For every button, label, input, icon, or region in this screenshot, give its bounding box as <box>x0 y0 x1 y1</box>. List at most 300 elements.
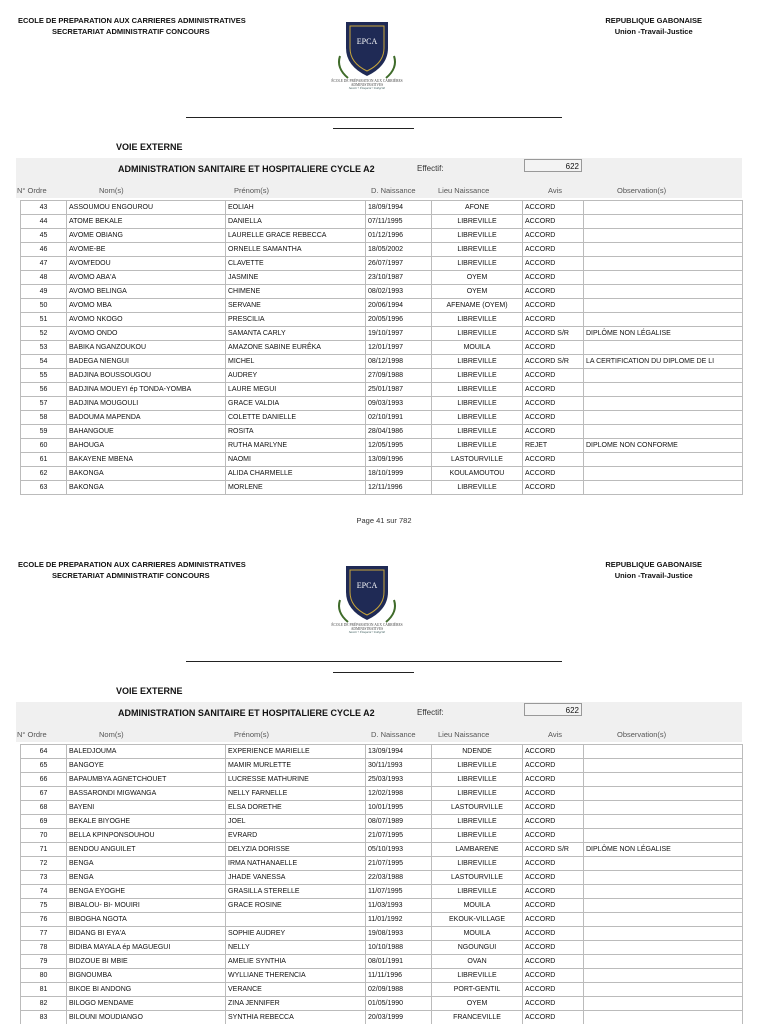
cell-nom: BIDZOUE BI MBIE <box>67 955 226 969</box>
cell-avis: ACCORD <box>523 341 584 355</box>
cell-avis: REJET <box>523 439 584 453</box>
cell-observation <box>584 285 743 299</box>
cell-prenom: LAURELLE GRACE REBECCA <box>226 229 366 243</box>
cell-avis: ACCORD <box>523 285 584 299</box>
cell-naissance: 08/07/1989 <box>366 815 432 829</box>
cell-nom: BEKALE BIYOGHE <box>67 815 226 829</box>
cell-ordre: 74 <box>21 885 67 899</box>
cell-naissance: 11/07/1995 <box>366 885 432 899</box>
table-row <box>21 857 743 871</box>
cell-nom: AVOME OBIANG <box>67 229 226 243</box>
cell-lieu: LIBREVILLE <box>432 829 523 843</box>
cell-ordre: 58 <box>21 411 67 425</box>
cell-avis: ACCORD <box>523 983 584 997</box>
divider <box>186 117 562 118</box>
cell-naissance: 30/11/1993 <box>366 759 432 773</box>
cell-avis: ACCORD <box>523 257 584 271</box>
document-page-2 <box>0 544 768 1024</box>
cell-observation <box>584 983 743 997</box>
cell-naissance: 10/10/1988 <box>366 941 432 955</box>
cell-ordre: 70 <box>21 829 67 843</box>
logo-caption: ÉCOLE DE PRÉPARATION AUX CARRIÈRES ADMINISTRATIVES <box>331 79 403 87</box>
cell-nom: BALEDJOUMA <box>67 745 226 759</box>
school-name: ECOLE DE PREPARATION AUX CARRIERES ADMINISTRATIVES <box>18 560 246 569</box>
admin-title: ADMINISTRATION SANITAIRE ET HOSPITALIERE CYCLE A2 <box>118 164 375 174</box>
col-header-avis: Avis <box>548 730 563 739</box>
cell-prenom: GRACE VALDIA <box>226 397 366 411</box>
cell-nom: BADJINA BOUSSOUGOU <box>67 369 226 383</box>
cell-ordre: 62 <box>21 467 67 481</box>
cell-nom: BAHANGOUE <box>67 425 226 439</box>
table-row <box>21 453 743 467</box>
table-row <box>21 773 743 787</box>
cell-naissance: 20/05/1996 <box>366 313 432 327</box>
cell-ordre: 81 <box>21 983 67 997</box>
cell-avis: ACCORD <box>523 369 584 383</box>
cell-observation <box>584 229 743 243</box>
cell-nom: BIDIBA MAYALA ép MAGUEGUI <box>67 941 226 955</box>
cell-observation <box>584 787 743 801</box>
cell-lieu: NDENDE <box>432 745 523 759</box>
cell-ordre: 47 <box>21 257 67 271</box>
table-row <box>21 927 743 941</box>
cell-naissance: 26/07/1997 <box>366 257 432 271</box>
cell-prenom: ZINA JENNIFER <box>226 997 366 1011</box>
cell-prenom: CHIMENE <box>226 285 366 299</box>
cell-avis: ACCORD <box>523 787 584 801</box>
cell-ordre: 71 <box>21 843 67 857</box>
cell-ordre: 78 <box>21 941 67 955</box>
cell-lieu: LIBREVILLE <box>432 313 523 327</box>
cell-nom: BIGNOUMBA <box>67 969 226 983</box>
cell-prenom: ELSA DORETHE <box>226 801 366 815</box>
epca-logo <box>322 20 412 110</box>
col-header-observation: Observation(s) <box>617 186 667 195</box>
cell-prenom: IRMA NATHANAELLE <box>226 857 366 871</box>
cell-lieu: OVAN <box>432 955 523 969</box>
table-row <box>21 997 743 1011</box>
cell-prenom: ORNELLE SAMANTHA <box>226 243 366 257</box>
cell-ordre: 67 <box>21 787 67 801</box>
cell-avis: ACCORD <box>523 955 584 969</box>
cell-lieu: AFENAME (OYEM) <box>432 299 523 313</box>
cell-naissance: 12/02/1998 <box>366 787 432 801</box>
republic-header <box>605 16 702 37</box>
col-header-naissance: D. Naissance <box>371 730 416 739</box>
cell-lieu: LIBREVILLE <box>432 215 523 229</box>
cell-observation: LA CERTIFICATION DU DIPLOME DE LI <box>584 355 743 369</box>
cell-nom: BENGA EYOGHE <box>67 885 226 899</box>
logo-text: EPCA <box>356 581 378 590</box>
cell-prenom: SYNTHIA REBECCA <box>226 1011 366 1024</box>
cell-nom: BAKAYENE MBENA <box>67 453 226 467</box>
cell-naissance: 25/03/1993 <box>366 773 432 787</box>
cell-lieu: LIBREVILLE <box>432 885 523 899</box>
cell-prenom: GRACE ROSINE <box>226 899 366 913</box>
cell-naissance: 21/07/1995 <box>366 829 432 843</box>
cell-avis: ACCORD <box>523 453 584 467</box>
cell-avis: ACCORD <box>523 229 584 243</box>
cell-ordre: 49 <box>21 285 67 299</box>
cell-nom: BADJINA MOUEYI ép TONDA-YOMBA <box>67 383 226 397</box>
cell-naissance: 12/05/1995 <box>366 439 432 453</box>
table-row <box>21 481 743 495</box>
cell-nom: AVOMO MBA <box>67 299 226 313</box>
col-header-ordre: N° Ordre <box>17 186 47 195</box>
cell-observation <box>584 829 743 843</box>
cell-ordre: 82 <box>21 997 67 1011</box>
cell-nom: BAHOUGA <box>67 439 226 453</box>
cell-lieu: PORT-GENTIL <box>432 983 523 997</box>
table-row <box>21 759 743 773</box>
cell-avis: ACCORD <box>523 941 584 955</box>
page-number: Page 41 sur 782 <box>356 516 412 525</box>
table-row <box>21 215 743 229</box>
cell-prenom: PRESCILIA <box>226 313 366 327</box>
cell-ordre: 75 <box>21 899 67 913</box>
cell-observation <box>584 467 743 481</box>
logo-caption: ÉCOLE DE PRÉPARATION AUX CARRIÈRES ADMINISTRATIVES <box>331 623 403 631</box>
cell-ordre: 69 <box>21 815 67 829</box>
cell-lieu: MOUILA <box>432 899 523 913</box>
cell-lieu: LIBREVILLE <box>432 397 523 411</box>
cell-lieu: LIBREVILLE <box>432 857 523 871</box>
cell-observation <box>584 257 743 271</box>
col-header-lieu: Lieu Naissance <box>438 730 490 739</box>
cell-lieu: LIBREVILLE <box>432 327 523 341</box>
cell-lieu: LIBREVILLE <box>432 411 523 425</box>
cell-observation <box>584 871 743 885</box>
table-row <box>21 843 743 857</box>
cell-observation <box>584 313 743 327</box>
cell-avis: ACCORD <box>523 773 584 787</box>
table-row <box>21 801 743 815</box>
cell-lieu: MOUILA <box>432 927 523 941</box>
cell-naissance: 01/12/1996 <box>366 229 432 243</box>
cell-observation <box>584 745 743 759</box>
table-row <box>21 355 743 369</box>
cell-avis: ACCORD <box>523 857 584 871</box>
divider <box>333 128 414 129</box>
cell-observation <box>584 383 743 397</box>
cell-avis: ACCORD <box>523 425 584 439</box>
cell-observation <box>584 927 743 941</box>
cell-nom: BENDOU ANGUILET <box>67 843 226 857</box>
cell-avis: ACCORD S/R <box>523 327 584 341</box>
cell-lieu: LIBREVILLE <box>432 257 523 271</box>
table-row <box>21 201 743 215</box>
cell-ordre: 79 <box>21 955 67 969</box>
table-row <box>21 969 743 983</box>
cell-lieu: LIBREVILLE <box>432 439 523 453</box>
cell-observation <box>584 341 743 355</box>
cell-nom: BIBOGHA NGOTA <box>67 913 226 927</box>
table-row <box>21 299 743 313</box>
cell-prenom <box>226 913 366 927</box>
cell-naissance: 18/09/1994 <box>366 201 432 215</box>
cell-observation <box>584 997 743 1011</box>
cell-observation <box>584 369 743 383</box>
cell-prenom: RUTHA MARLYNE <box>226 439 366 453</box>
cell-avis: ACCORD <box>523 411 584 425</box>
cell-nom: ASSOUMOU ENGOUROU <box>67 201 226 215</box>
cell-lieu: LIBREVILLE <box>432 759 523 773</box>
table-row <box>21 327 743 341</box>
cell-naissance: 12/11/1996 <box>366 481 432 495</box>
table-row <box>21 787 743 801</box>
admin-title: ADMINISTRATION SANITAIRE ET HOSPITALIERE CYCLE A2 <box>118 708 375 718</box>
table-row <box>21 313 743 327</box>
cell-observation <box>584 773 743 787</box>
cell-nom: ATOME BEKALE <box>67 215 226 229</box>
cell-lieu: LIBREVILLE <box>432 787 523 801</box>
cell-avis: ACCORD <box>523 215 584 229</box>
voie-label: VOIE EXTERNE <box>116 686 183 696</box>
col-header-avis: Avis <box>548 186 563 195</box>
cell-observation: DIPLOME NON CONFORME <box>584 439 743 453</box>
cell-ordre: 54 <box>21 355 67 369</box>
cell-lieu: LIBREVILLE <box>432 425 523 439</box>
cell-avis: ACCORD <box>523 397 584 411</box>
cell-ordre: 45 <box>21 229 67 243</box>
table-row <box>21 383 743 397</box>
logo-motto: Savoir • Éloquent • Intégrité <box>348 86 386 90</box>
cell-prenom: JOEL <box>226 815 366 829</box>
cell-ordre: 65 <box>21 759 67 773</box>
cell-observation: DIPLÔME NON LÉGALISE <box>584 843 743 857</box>
table-row <box>21 745 743 759</box>
cell-prenom: MAMIR MURLETTE <box>226 759 366 773</box>
cell-observation <box>584 913 743 927</box>
cell-prenom: EVRARD <box>226 829 366 843</box>
republic-motto: Union -Travail-Justice <box>614 26 693 36</box>
table-row <box>21 229 743 243</box>
cell-observation <box>584 481 743 495</box>
table-row <box>21 285 743 299</box>
cell-nom: BAPAUMBYA AGNETCHOUET <box>67 773 226 787</box>
col-header-naissance: D. Naissance <box>371 186 416 195</box>
table-row <box>21 397 743 411</box>
cell-observation <box>584 425 743 439</box>
table-row <box>21 341 743 355</box>
cell-lieu: LIBREVILLE <box>432 969 523 983</box>
cell-naissance: 10/01/1995 <box>366 801 432 815</box>
cell-prenom: VERANCE <box>226 983 366 997</box>
divider <box>186 661 562 662</box>
school-header <box>18 16 246 37</box>
epca-logo <box>322 564 412 654</box>
cell-nom: BAKONGA <box>67 467 226 481</box>
cell-ordre: 46 <box>21 243 67 257</box>
cell-ordre: 61 <box>21 453 67 467</box>
candidates-table <box>20 744 743 1024</box>
cell-lieu: OYEM <box>432 285 523 299</box>
cell-ordre: 77 <box>21 927 67 941</box>
divider <box>333 672 414 673</box>
cell-nom: AVOMO ABA'A <box>67 271 226 285</box>
cell-nom: BADEGA NIENGUI <box>67 355 226 369</box>
cell-nom: BIBALOU- BI- MOUIRI <box>67 899 226 913</box>
cell-nom: AVOMO BELINGA <box>67 285 226 299</box>
cell-prenom: ROSITA <box>226 425 366 439</box>
table-row <box>21 913 743 927</box>
cell-avis: ACCORD <box>523 383 584 397</box>
cell-lieu: LIBREVILLE <box>432 481 523 495</box>
cell-ordre: 72 <box>21 857 67 871</box>
cell-naissance: 09/03/1993 <box>366 397 432 411</box>
cell-prenom: ALIDA CHARMELLE <box>226 467 366 481</box>
cell-naissance: 28/04/1986 <box>366 425 432 439</box>
cell-observation: DIPLÔME NON LÉGALISE <box>584 327 743 341</box>
cell-lieu: NGOUNGUI <box>432 941 523 955</box>
cell-prenom: AUDREY <box>226 369 366 383</box>
cell-lieu: LASTOURVILLE <box>432 801 523 815</box>
logo-motto: Savoir • Éloquent • Intégrité <box>348 630 386 634</box>
cell-avis: ACCORD <box>523 997 584 1011</box>
cell-avis: ACCORD <box>523 815 584 829</box>
cell-avis: ACCORD S/R <box>523 843 584 857</box>
cell-nom: BENGA <box>67 857 226 871</box>
cell-naissance: 08/02/1993 <box>366 285 432 299</box>
table-row <box>21 983 743 997</box>
cell-naissance: 13/09/1996 <box>366 453 432 467</box>
cell-avis: ACCORD <box>523 969 584 983</box>
table-row <box>21 871 743 885</box>
cell-lieu: LIBREVILLE <box>432 355 523 369</box>
cell-nom: AVOM'EDOU <box>67 257 226 271</box>
cell-prenom: COLETTE DANIELLE <box>226 411 366 425</box>
cell-avis: ACCORD <box>523 801 584 815</box>
cell-naissance: 18/05/2002 <box>366 243 432 257</box>
cell-nom: AVOMO ONDO <box>67 327 226 341</box>
table-row <box>21 899 743 913</box>
cell-naissance: 11/11/1996 <box>366 969 432 983</box>
cell-observation <box>584 411 743 425</box>
table-row <box>21 955 743 969</box>
cell-observation <box>584 815 743 829</box>
col-header-lieu: Lieu Naissance <box>438 186 490 195</box>
table-row <box>21 941 743 955</box>
cell-lieu: LIBREVILLE <box>432 229 523 243</box>
cell-prenom: SOPHIE AUDREY <box>226 927 366 941</box>
cell-observation <box>584 243 743 257</box>
cell-nom: BABIKA NGANZOUKOU <box>67 341 226 355</box>
cell-lieu: MOUILA <box>432 341 523 355</box>
cell-naissance: 05/10/1993 <box>366 843 432 857</box>
cell-prenom: DELYZIA DORISSE <box>226 843 366 857</box>
cell-nom: BIKOE BI ANDONG <box>67 983 226 997</box>
cell-lieu: LAMBARENE <box>432 843 523 857</box>
cell-naissance: 11/03/1993 <box>366 899 432 913</box>
cell-observation <box>584 759 743 773</box>
table-row <box>21 411 743 425</box>
cell-naissance: 18/10/1999 <box>366 467 432 481</box>
cell-ordre: 55 <box>21 369 67 383</box>
cell-prenom: LAURE MEGUI <box>226 383 366 397</box>
cell-ordre: 64 <box>21 745 67 759</box>
table-row <box>21 467 743 481</box>
cell-avis: ACCORD <box>523 745 584 759</box>
cell-prenom: AMAZONE SABINE EURÊKA <box>226 341 366 355</box>
cell-nom: AVOMO NKOGO <box>67 313 226 327</box>
table-row <box>21 829 743 843</box>
cell-ordre: 63 <box>21 481 67 495</box>
cell-nom: BANGOYE <box>67 759 226 773</box>
cell-observation <box>584 941 743 955</box>
cell-naissance: 23/10/1987 <box>366 271 432 285</box>
cell-lieu: OYEM <box>432 997 523 1011</box>
cell-ordre: 66 <box>21 773 67 787</box>
cell-observation <box>584 899 743 913</box>
school-secretariat: SECRETARIAT ADMINISTRATIF CONCOURS <box>52 26 210 36</box>
cell-observation <box>584 271 743 285</box>
cell-observation <box>584 299 743 313</box>
cell-observation <box>584 857 743 871</box>
col-header-observation: Observation(s) <box>617 730 667 739</box>
cell-avis: ACCORD <box>523 271 584 285</box>
cell-lieu: KOULAMOUTOU <box>432 467 523 481</box>
cell-lieu: LIBREVILLE <box>432 243 523 257</box>
effectif-value: 622 <box>524 703 582 716</box>
candidates-table <box>20 200 743 495</box>
cell-lieu: LASTOURVILLE <box>432 453 523 467</box>
cell-prenom: AMELIE SYNTHIA <box>226 955 366 969</box>
cell-avis: ACCORD <box>523 243 584 257</box>
cell-observation <box>584 955 743 969</box>
cell-prenom: NELLY <box>226 941 366 955</box>
col-header-nom: Nom(s) <box>99 730 124 739</box>
cell-nom: BILOGO MENDAME <box>67 997 226 1011</box>
cell-nom: BADOUMA MAPENDA <box>67 411 226 425</box>
logo-text: EPCA <box>356 37 378 46</box>
cell-naissance: 22/03/1988 <box>366 871 432 885</box>
cell-ordre: 56 <box>21 383 67 397</box>
table-row <box>21 369 743 383</box>
table-row <box>21 815 743 829</box>
cell-ordre: 43 <box>21 201 67 215</box>
cell-avis: ACCORD <box>523 885 584 899</box>
cell-ordre: 83 <box>21 1011 67 1024</box>
cell-naissance: 12/01/1997 <box>366 341 432 355</box>
cell-naissance: 19/08/1993 <box>366 927 432 941</box>
cell-nom: BILOUNI MOUDIANGO <box>67 1011 226 1024</box>
cell-ordre: 59 <box>21 425 67 439</box>
cell-lieu: AFONE <box>432 201 523 215</box>
epca-shield-icon <box>322 20 412 80</box>
cell-prenom: CLAVETTE <box>226 257 366 271</box>
cell-naissance: 02/10/1991 <box>366 411 432 425</box>
cell-lieu: LIBREVILLE <box>432 815 523 829</box>
cell-ordre: 73 <box>21 871 67 885</box>
cell-prenom: LUCRESSE MATHURINE <box>226 773 366 787</box>
cell-ordre: 53 <box>21 341 67 355</box>
cell-observation <box>584 801 743 815</box>
cell-nom: BIDANG BI EYA'A <box>67 927 226 941</box>
cell-ordre: 60 <box>21 439 67 453</box>
effectif-label: Effectif: <box>417 708 444 717</box>
cell-prenom: JASMINE <box>226 271 366 285</box>
col-header-prenom: Prénom(s) <box>234 730 270 739</box>
school-name: ECOLE DE PREPARATION AUX CARRIERES ADMINISTRATIVES <box>18 16 246 25</box>
cell-ordre: 68 <box>21 801 67 815</box>
cell-avis: ACCORD <box>523 299 584 313</box>
cell-lieu: LIBREVILLE <box>432 773 523 787</box>
col-header-ordre: N° Ordre <box>17 730 47 739</box>
cell-naissance: 08/12/1998 <box>366 355 432 369</box>
cell-naissance: 08/01/1991 <box>366 955 432 969</box>
cell-lieu: LASTOURVILLE <box>432 871 523 885</box>
cell-naissance: 20/03/1999 <box>366 1011 432 1024</box>
